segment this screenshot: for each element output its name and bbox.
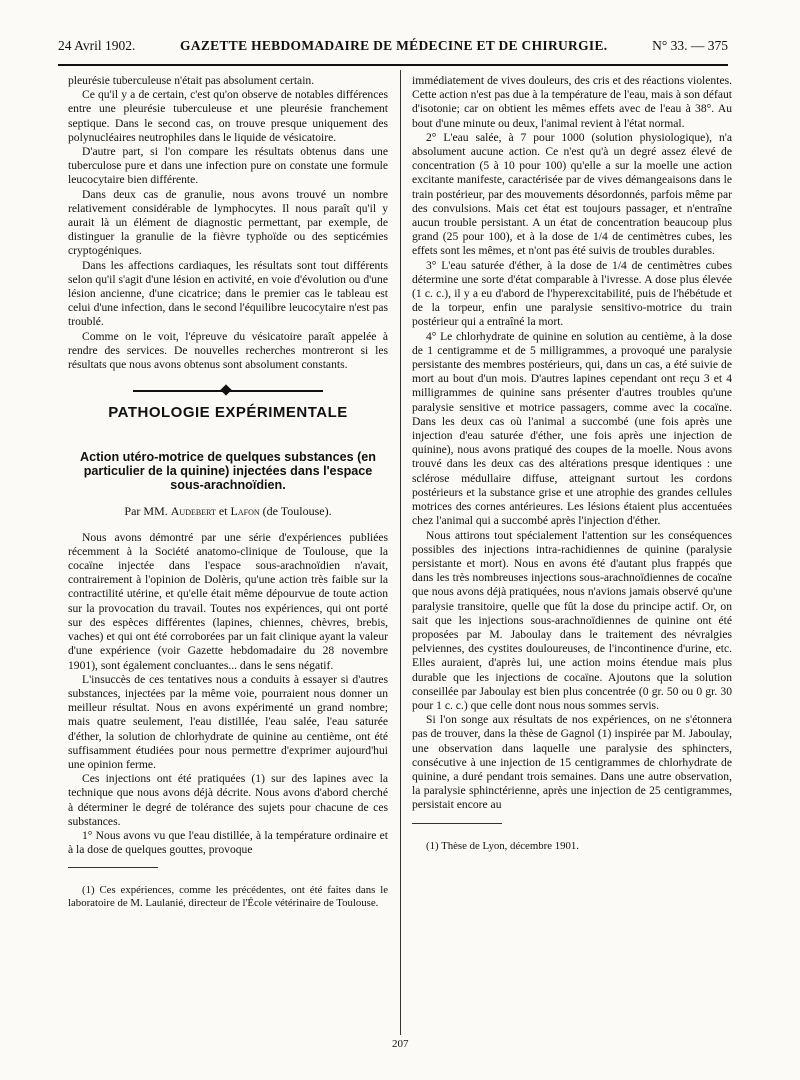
authors-prefix: Par MM. (124, 504, 168, 519)
footnote: (1) Thèse de Lyon, décembre 1901. (426, 839, 580, 852)
authors-affiliation: (de Toulouse). (262, 504, 332, 519)
authors-conjunction: et (218, 504, 228, 519)
paragraph: 4° Le chlorhydrate de quinine en solution au centième, à la dose de 1 centigramme et de 5 milligrammes, a provoqué une paralysie persistante des membres postérieurs, qui, dans un cas, a été suivie de mort au bout d'un mois. D'autres lapines cependant ont reçu 3 et 4 milligrammes de quinine sans présenter d'autres troubles qu'une paralysie sensitive et motrice passagers, comme avec la cocaïne. Dans les deux cas où l'animal a succombé (une fois après une injection d'eau saturée d'éther, une fois après une injection de quinine), nous avons pratiqué des coupes de la moelle. Nous avons trouvé dans les deux cas des altérations presque identiques : une sclérose médullaire diffuse, atteignant surtout les cordons postérieurs et la substance grise et une atrophie des grandes cellules motrices des cornes antérieures. Les lésions étaient plus accentuées chez l'animal qui a succombé après l'injection d'éther. (412, 329, 732, 528)
paragraph: Dans les affections cardiaques, les résultats sont tout différents selon qu'il s'agit d'une lésion en activité, en voie d'évolution ou d'une lésion ancienne, d'une cicatrice; dans le premier cas le tableau est celui d'une infection, dans le second l'équilibre leucocytaire n'est pas troublé. (68, 258, 388, 329)
page-number: 207 (392, 1038, 409, 1050)
header-date: 24 Avril 1902. (58, 38, 136, 53)
article-title: Action utéro-motrice de quelques substances (en particulier de la quinine) injectées dans l'espace sous-arachnoïdien. (79, 450, 376, 493)
right-column (412, 74, 732, 853)
left-column (68, 74, 388, 910)
paragraph: immédiatement de vives douleurs, des cris et des réactions violentes. Cette action n'est pas due à la température de l'eau, mais à son défaut d'isotonie; car on obtient les mêmes effets avec de l'eau à 38°. Au bout d'une minute ou deux, l'animal revient à l'état normal. (412, 74, 732, 130)
article-authors (68, 504, 388, 518)
column-divider (400, 70, 401, 1035)
paragraph: L'insuccès de ces tentatives nous a conduits à essayer si d'autres substances, injectées par la même voie, pourraient nous donner un meilleur résultat. Nous en avons expérimenté un grand nombre; mais quatre seulement, l'eau distillée, l'eau salée, l'eau saturée d'éther, la solution de chlorhydrate de quinine au centième, ont été suffisamment étudiées pour nous permettre d'exprimer aujourd'hui une opinion ferme. (68, 672, 388, 771)
paragraph: Si l'on songe aux résultats de nos expériences, on ne s'étonnera pas de trouver, dans la thèse de Gagnol (1) inspirée par M. Jaboulay, une observation dans laquelle une paralysie des sphincters, consécutive à une injection de 15 centigrammes de chlorhydrate de quinine, a duré pendant trois semaines. Dans une autre observation, la paralysie sphinctérienne, après une injection de 25 centigrammes, persistait encore au (412, 713, 732, 812)
author-name: Lafon (230, 504, 260, 519)
paragraph: 2° L'eau salée, à 7 pour 1000 (solution physiologique), n'a absolument aucune action. Ce n'est qu'à un degré assez élevé de concentration (5 à 10 pour 100) qu'elle a sur la moelle une action excitante manifeste, caractérisée par de vives démangeaisons dans le train postérieur, par des mouvements désordonnés, parfois même par des convulsions. Mais cet état est toujours passager, et n'entraîne aucun trouble persistant. A un état de concentration beaucoup plus grand (25 pour 100), et à la dose de 1/4 de centimètres cubes, les effets sont les mêmes, et n'ont pas été suivis de troubles durables. (412, 130, 732, 258)
paragraph: Nous attirons tout spécialement l'attention sur les conséquences possibles des injections intra-rachidiennes de quinine (paralysie persistante et mort). Nous en avons été d'autant plus frappés que dans les très nombreuses injections sous-arachnoïdiennes de cocaïne que nous avons déjà pratiquées, nous n'avions jamais observé qu'une paralysie transitoire, quelle que fût la dose du principe actif. Or, on sait que les injections sous-arachnoïdiennes de quinine ont été proposées par M. Jaboulay dans le traitement des névralgies pelviennes, des cystites douloureuses, de l'incontinence d'urine, etc. Elles auraient, d'après lui, une action moins étendue mais plus durable que les injections de cocaïne. Ajoutons que la solution conseillée par Jaboulay est bien plus concentrée (0 gr. 50 ou 0 gr. 30 pour 1 c. c.) que celle dont nous nous sommes servis. (412, 528, 732, 712)
footnote: (1) Ces expériences, comme les précédentes, ont été faites dans le laboratoire de M. Laulanié, directeur de l'École vétérinaire de Toulouse. (68, 884, 388, 910)
diamond-icon (220, 385, 231, 396)
paragraph: 3° L'eau saturée d'éther, à la dose de 1/4 de centimètres cubes détermine une sorte d'état comparable à l'ivresse. A dose plus élevée (1 c. c.), il y a eu d'abord de l'hyperexcitabilité, puis de l'hébétude et de la torpeur, enfin une paralysie sensitivo-motrice du train postérieur qui a entraîné la mort. (412, 258, 732, 329)
paragraph: Nous avons démontré par une série d'expériences publiées récemment à la Société anatomo-clinique de Toulouse, que la cocaïne injectée dans l'espace sous-arachnoïdien n'avait, contrairement à l'opinion de Dolèris, qu'une action très faible sur la contractilité utérine, et qu'elle était même dépourvue de toute action sur la provocation du travail. Toutes nos expériences, qui ont porté sur des espèces différentes (lapines, chiennes, chèvres, brebis, vaches) et qui ont été corroborées par un fait clinique ayant la valeur d'une expérience (voir Gazette hebdomadaire du 28 novembre 1901), sont également concluantes... dans le sens négatif. (68, 530, 388, 672)
paragraph: 1° Nous avons vu que l'eau distillée, à la température ordinaire et à la dose de quelques gouttes, provoque (68, 828, 388, 857)
section-heading: PATHOLOGIE EXPÉRIMENTALE (108, 404, 348, 422)
header-issue-page: N° 33. — 375 (652, 38, 728, 53)
paragraph: Ces injections ont été pratiquées (1) sur des lapines avec la technique que nous avons déjà décrite. Nous avons d'abord cherché à déterminer le degré de tolérance des sujets pour chacune de ces substances. (68, 772, 388, 828)
running-header (58, 38, 728, 66)
header-journal-title: GAZETTE HEBDOMADAIRE DE MÉDECINE ET DE CHIRURGIE. (180, 38, 608, 53)
paragraph: D'autre part, si l'on compare les résultats obtenus dans une tuberculose pure et dans une infection pure on constate une formule leucocytaire bien différente. (68, 145, 388, 187)
paragraph: Ce qu'il y a de certain, c'est qu'on observe de notables différences entre une pleurésie tuberculeuse et une pleurésie franchement septique. Dans le second cas, on trouve presque uniquement des polynucléaires neutrophiles dans le liquide de vésicatoire. (68, 88, 388, 144)
paragraph: pleurésie tuberculeuse n'était pas absolument certain. (68, 74, 315, 87)
paragraph: Dans deux cas de granulie, nous avons trouvé un nombre relativement considérable de lymphocytes. Il nous paraît qu'il y aurait là un élément de diagnostic permettant, par exemple, de distinguer la granulie de la fièvre typhoïde ou des septicémies cryptogéniques. (68, 187, 388, 258)
footnote-rule (412, 823, 502, 824)
section-ornament (133, 386, 323, 396)
paragraph: Comme on le voit, l'épreuve du vésicatoire paraît appelée à rendre des services. De nouvelles recherches montreront si les résultats que nous avons obtenus sont absolument constants. (68, 329, 388, 372)
footnote-rule (68, 867, 158, 868)
author-name: Audebert (170, 504, 216, 519)
